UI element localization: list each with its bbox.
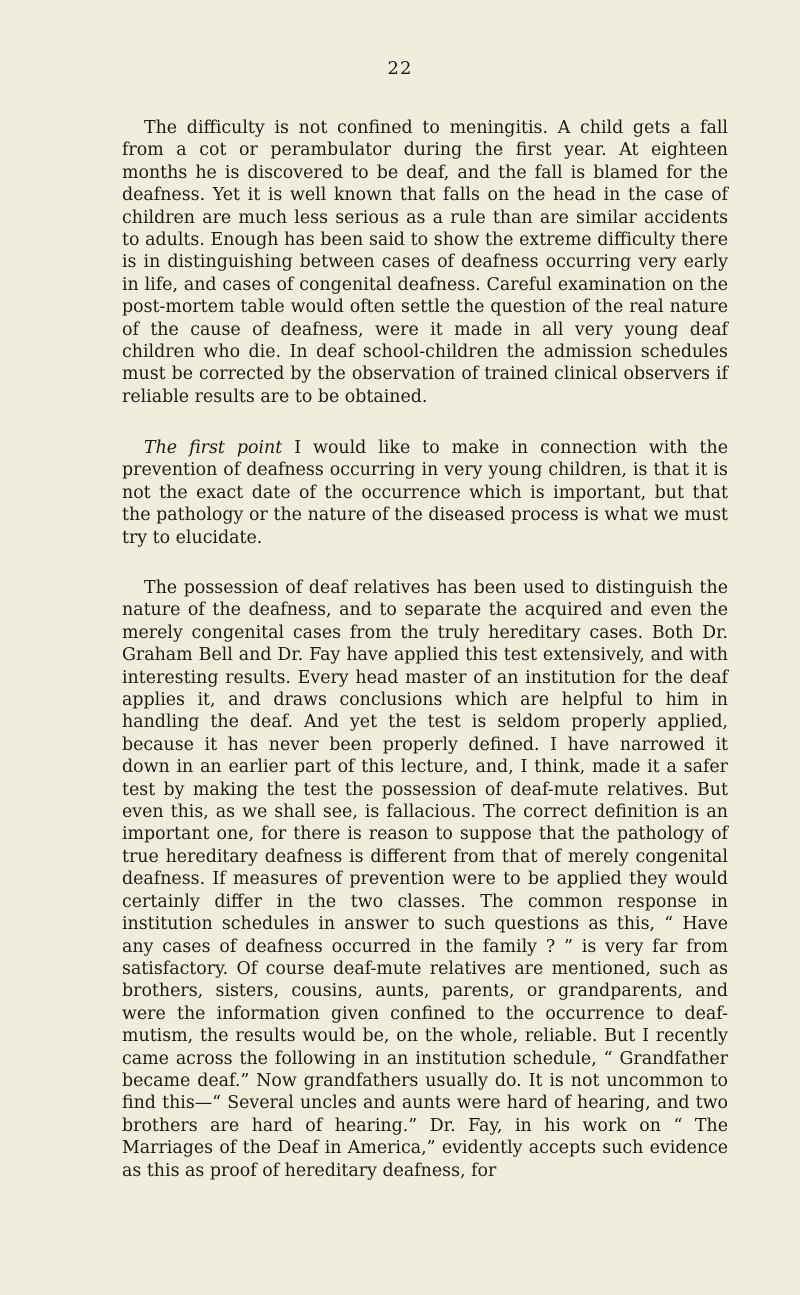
italic-lead-phrase: The first point [144, 438, 283, 458]
paragraph-first-point [122, 437, 728, 549]
paragraph-body: I would like to make in connection with the prevention of deafness occurring in very young children, is that it is not the exact date of the occurrence which is important, but that the pathology or the nature of the diseased process is what we must try to elucidate. [122, 438, 729, 548]
paragraph-text: The possession of deaf relatives has been used to distinguish the nature of the deafness, and to separate the acquired and even the merely congenital cases from the truly hereditary cases. Both Dr. Graham Bell and Dr. Fay have applied this test extensively, and with interesting results. Every head master of an institution for the deaf applies it, and draws conclusions which are helpful to him in handling the deaf. And yet the test is seldom properly applied, because it has never been properly defined. I have narrowed it down in an earlier part of this lecture, and, I think, made it a safer test by making the test the possession of deaf-mute relatives. But even this, as we shall see, is fallacious. The correct definition is an important one, for there is reason to suppose that the pathology of true hereditary deafness is different from that of merely congenital deafness. If measures of prevention were to be applied they would certainly differ in the two classes. The common response in institution schedules in answer to such questions as this, “ Have any cases of deafness occurred in the family ? ” is very far from satisfactory. Of course deaf-mute relatives are mentioned, such as brothers, sisters, cousins, aunts, parents, or grandparents, and were the information given confined to the occurrence to deaf-mutism, the results would be, on the whole, reliable. But I recently came across the following in an institution schedule, “ Grandfather became deaf.” Now grandfathers usually do. It is not uncommon to find this—“ Several uncles and aunts were hard of hearing, and two brothers are hard of hearing.” Dr. Fay, in his work on “ The Marriages of the Deaf in America,” evidently accepts such evidence as this as proof of hereditary deafness, for [122, 578, 728, 1181]
paragraph-text [122, 437, 728, 549]
page-number: 22 [387, 58, 413, 79]
paragraph-meningitis [122, 117, 728, 408]
paragraph-deaf-relatives [122, 577, 728, 1182]
paragraph-text: The difficulty is not confined to meningitis. A child gets a fall from a cot or perambulator during the first year. At eighteen months he is discovered to be deaf, and the fall is blamed for the deafness. Yet it is well known that falls on the head in the case of children are much less serious as a rule than are similar accidents to adults. Enough has been said to show the extreme difficulty there is in distinguishing between cases of deafness occurring very early in life, and cases of congenital deafness. Careful examination on the post-mortem table would often settle the question of the real nature of the cause of deafness, were it made in all very young deaf children who die. In deaf school-children the admission schedules must be corrected by the observation of trained clinical observers if reliable results are to be obtained. [122, 118, 728, 407]
